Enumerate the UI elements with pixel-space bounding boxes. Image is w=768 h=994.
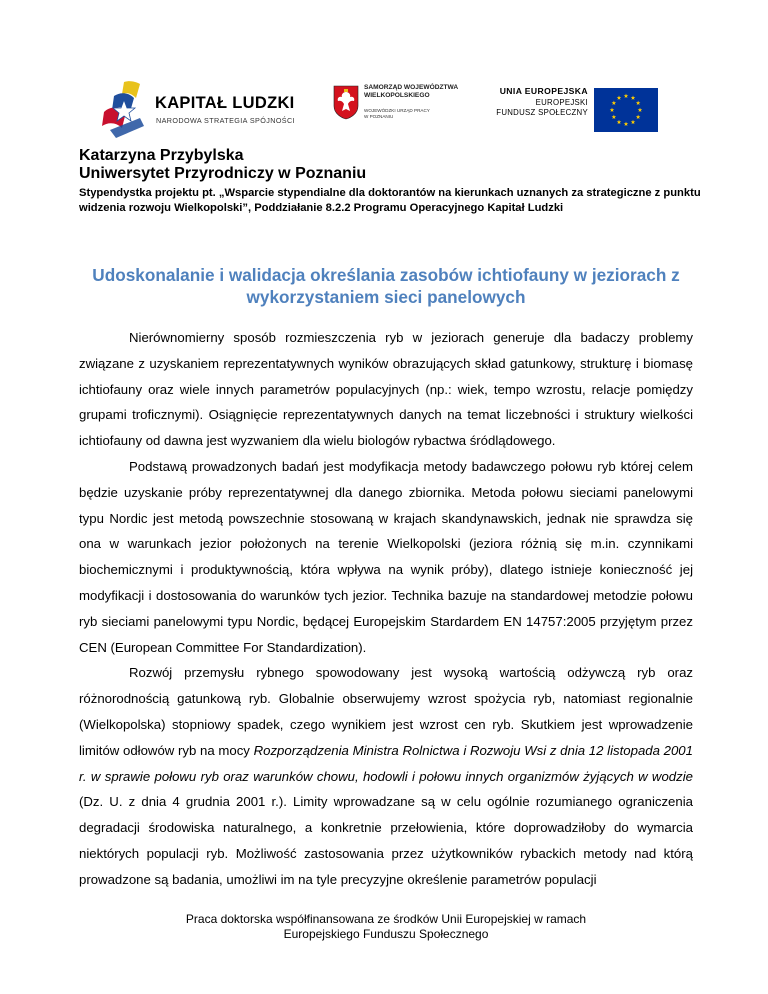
samorzad-line1: SAMORZĄD WOJEWÓDZTWA (364, 84, 459, 91)
samorzad-line2: WIELKOPOLSKIEGO (364, 92, 430, 99)
wup-line2: W POZNANIU (364, 114, 394, 119)
paragraph-1: Nierównomierny sposób rozmieszczenia ryb w jeziorach generuje dla badaczy problemy związane z uzyskaniem reprezentatywnych wyników obrazujących skład gatunkowy, strukturę i biomasę ichtiofauny oraz wiele innych parametrów populacyjnych (np.: wiek, tempo wzrostu, relacje pomiędzy grupami troficznymi). Osiągnięcie reprezentatywnych danych na temat liczebności i struktury wielkości ichtiofauny od dawna jest wyzwaniem dla wielu biologów rybactwa śródlądowego. (79, 330, 693, 449)
document-title: Udoskonalanie i walidacja określania zasobów ichtiofauny w jeziorach z wykorzystaniem sieci panelowych (92, 265, 680, 307)
samorzad-logo (332, 80, 459, 140)
logo-row (0, 78, 768, 148)
kapital-ludzki-logo (100, 78, 305, 146)
ue-line2: EUROPEJSKI (535, 98, 588, 107)
footer-line1: Praca doktorska współfinansowana ze środków Unii Europejskiej w ramach (185, 912, 587, 926)
wup-line1: WOJEWÓDZKI URZĄD PRACY (364, 108, 430, 113)
author-name: Katarzyna Przybylska (79, 147, 244, 164)
footer-line2: Europejskiego Funduszu Społecznego (283, 927, 489, 941)
wup-text (364, 108, 430, 120)
wielkopolska-eagle-crest-icon (332, 84, 360, 120)
kapital-ludzki-name: KAPITAŁ LUDZKI (155, 94, 295, 112)
ue-text-block (490, 86, 588, 118)
document-body (79, 325, 693, 893)
university-name: Uniwersytet Przyrodniczy w Poznaniu (79, 165, 367, 182)
footer (79, 912, 693, 942)
ue-line1: UNIA EUROPEJSKA (499, 86, 588, 96)
kapital-ludzki-subtitle: NARODOWA STRATEGIA SPÓJNOŚCI (156, 116, 295, 125)
unia-europejska-logo (490, 84, 665, 134)
samorzad-title (364, 84, 458, 100)
scholarship-note: Stypendystka projektu pt. „Wsparcie stypendialne dla doktorantów na kierunkach uznanych za strategiczne z punktu widzenia rozwoju Wielkopolski”, Poddziałanie 8.2.2 Programu Operacyjnego Kapitał Ludzki (79, 187, 701, 214)
regulation-citation: Rozporządzenia Ministra Rolnictwa i Rozwoju Wsi z dnia 12 listopada 2001 r. w sprawie połowu ryb oraz warunków chowu, hodowli i połowu innych organizmów żyjących w wodzie (79, 742, 693, 784)
paragraph-2: Podstawą prowadzonych badań jest modyfikacja metody badawczego połowu ryb której celem będzie uzyskanie próby reprezentatywnej dla danego zbiornika. Metoda połowu sieciami panelowymi typu Nordic jest metodą powszechnie stosowaną w krajach skandynawskich, jednak nie sprawdza się ona w warunkach jezior położonych na terenie Wielkopolski (jeziora różnią się m.in. czynnikami biochemicznymi i produktywnością, która wpływa na wynik próby), dlatego istnieje konieczność jej modyfikacji i dostosowania do warunków tych jezior. Technika bazuje na standardowej metodzie połowu ryb sieciami panelowymi typu Nordic, będącej Europejskim Stardardem EN 14757:2005 przyjętym przez CEN (European Committee For Standardization). (79, 458, 693, 655)
ue-line3: FUNDUSZ SPOŁECZNY (496, 108, 588, 117)
eu-flag-icon (594, 88, 658, 132)
paragraph-3-text-a: Rozwój przemysłu rybnego spowodowany jest wysoką wartością odżywczą ryb oraz różnorodnością gatunkową ryb. Globalnie obserwujemy wzrost spożycia ryb, natomiast regionalnie (Wielkopolska) stopniowy spadek, czego wynikiem jest wzrost cen ryb. Skutkiem jest wprowadzenie limitów odłowów ryb na mocy (79, 665, 693, 758)
paragraph-3-text-b: (Dz. U. z dnia 4 grudnia 2001 r.). Limity wprowadzane są w celu ogólnie rozumianego ograniczenia degradacji środowiska naturalnego, a konkretnie przełowienia, które doprowadziłoby do wymarcia niektórych populacji ryb. Możliwość zastosowania przez użytkowników rybackich metody nad którą prowadzone są badania, umożliwi im na tyle precyzyjne określenie parametrów populacji (79, 794, 693, 887)
kapital-ludzki-emblem-icon (100, 78, 155, 146)
paragraph-3 (79, 660, 693, 892)
